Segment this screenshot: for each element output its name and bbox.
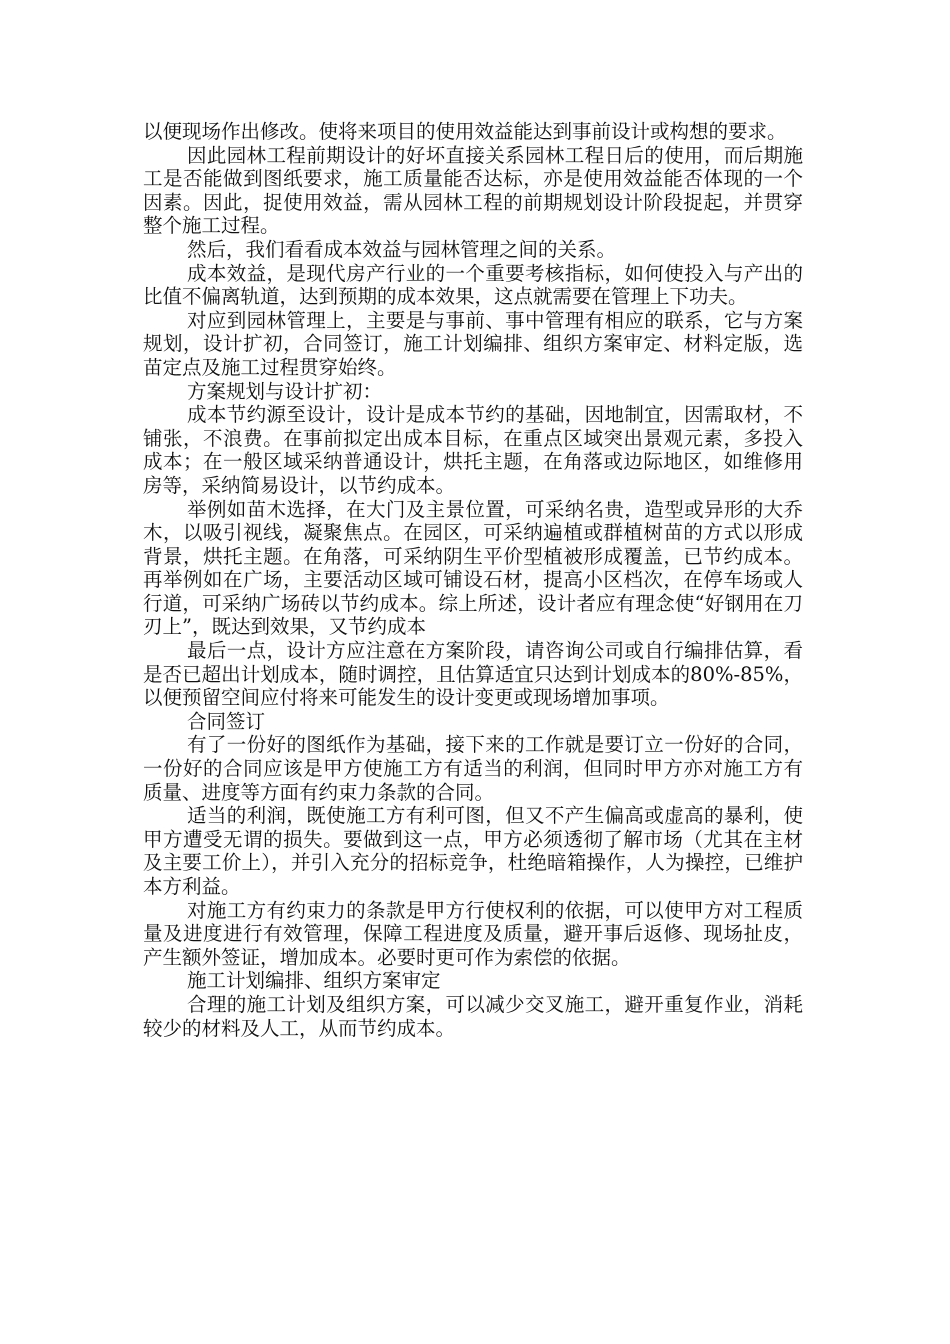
paragraph: 成本节约源至设计，设计是成本节约的基础，因地制宜，因需取材，不铺张，不浪费。在事前拟定出成本目标，在重点区域突出景观元素，多投入成本；在一般区域采纳普通设计，烘托主题，在角落或边际地区，如维修用房等，采纳简易设计，以节约成本。 bbox=[143, 403, 803, 497]
section-heading: 方案规划与设计扩初： bbox=[187, 379, 383, 403]
paragraph: 成本效益，是现代房产行业的一个重要考核指标，如何使投入与产出的比值不偏离轨道，达到预期的成本效果，这点就需要在管理上下功夫。 bbox=[143, 261, 803, 309]
paragraph: 然后，我们看看成本效益与园林管理之间的关系。 bbox=[187, 237, 617, 261]
section-heading: 施工计划编排、组织方案审定 bbox=[187, 969, 441, 993]
section-heading: 合同签订 bbox=[187, 709, 266, 733]
paragraph: 适当的利润，既使施工方有利可图，但又不产生偏高或虚高的暴利，使甲方遭受无谓的损失。要做到这一点，甲方必须透彻了解市场（尤其在主材及主要工价上），并引入充分的招标竞争，杜绝暗箱操作，人为操控，已维护本方利益。 bbox=[143, 804, 803, 898]
document-body bbox=[143, 120, 803, 1040]
paragraph: 举例如苗木选择，在大门及主景位置，可采纳名贵，造型或异形的大乔木，以吸引视线，凝聚焦点。在园区，可采纳遍植或群植树苗的方式以形成背景，烘托主题。在角落，可采纳阴生平价型植被形成覆盖，已节约成本。再举例如在广场，主要活动区域可铺设石材，提高小区档次，在停车场或人行道，可采纳广场砖以节约成本。综上所述，设计者应有理念使“好钢用在刀刃上”，既达到效果，又节约成本 bbox=[143, 497, 803, 639]
paragraph: 以便现场作出修改。使将来项目的使用效益能达到事前设计或构想的要求。 bbox=[143, 120, 787, 143]
paragraph: 合理的施工计划及组织方案，可以减少交叉施工，避开重复作业，消耗较少的材料及人工，从而节约成本。 bbox=[143, 992, 803, 1040]
paragraph: 对应到园林管理上，主要是与事前、事中管理有相应的联系，它与方案规划，设计扩初，合同签订，施工计划编排、组织方案审定、材料定版，选苗定点及施工过程贯穿始终。 bbox=[143, 308, 803, 379]
paragraph: 对施工方有约束力的条款是甲方行使权利的依据，可以使甲方对工程质量及进度进行有效管理，保障工程进度及质量，避开事后返修、现场扯皮，产生额外签证，增加成本。必要时更可作为索偿的依据。 bbox=[143, 898, 803, 969]
paragraph: 最后一点，设计方应注意在方案阶段，请咨询公司或自行编排估算，看是否已超出计划成本，随时调控，且估算适宜只达到计划成本的80%-85%，以便预留空间应付将来可能发生的设计变更或现场增加事项。 bbox=[143, 639, 803, 710]
paragraph: 因此园林工程前期设计的好坏直接关系园林工程日后的使用，而后期施工是否能做到图纸要求，施工质量能否达标，亦是使用效益能否体现的一个因素。因此，捉使用效益，需从园林工程的前期规划设计阶段捉起，并贯穿整个施工过程。 bbox=[143, 143, 803, 238]
paragraph: 有了一份好的图纸作为基础，接下来的工作就是要订立一份好的合同，一份好的合同应该是甲方使施工方有适当的利润，但同时甲方亦对施工方有质量、进度等方面有约束力条款的合同。 bbox=[143, 733, 803, 804]
